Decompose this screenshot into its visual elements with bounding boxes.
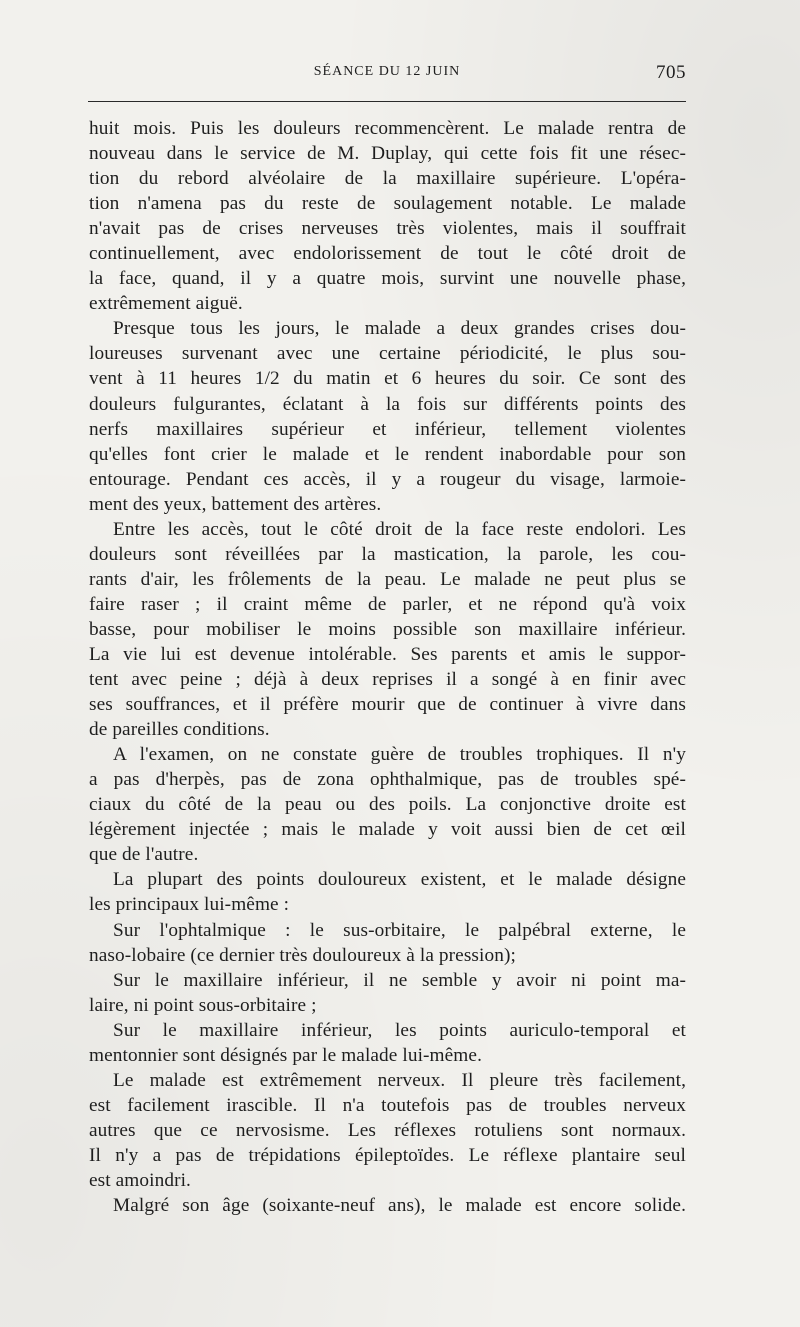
text-line: ment des yeux, battement des artères. [89, 493, 382, 515]
text-line: tion n'amena pas du reste de soulagement notable. Le malade [89, 193, 686, 215]
text-line: légèrement injectée ; mais le malade y voit aussi bien de cet œil [89, 819, 686, 841]
text-line: Le malade est extrêmement nerveux. Il pleure très facilement, [113, 1069, 686, 1091]
text-line: faire raser ; il craint même de parler, et ne répond qu'à voix [89, 593, 686, 615]
body-text [89, 116, 686, 1218]
text-line: les principaux lui-même : [89, 894, 290, 916]
text-line: tent avec peine ; déjà à deux reprises il a songé à en finir avec [89, 669, 686, 691]
text-line: nerfs maxillaires supérieur et inférieur, tellement violentes [89, 418, 686, 440]
text-line: La vie lui est devenue intolérable. Ses parents et amis le suppor- [89, 643, 686, 665]
text-line: nouveau dans le service de M. Duplay, qui cette fois fit une résec- [89, 143, 686, 165]
text-line: Il n'y a pas de trépidations épileptoïdes. Le réflexe plantaire seul [89, 1144, 686, 1166]
page-number: 705 [656, 62, 686, 83]
page-header [88, 62, 686, 86]
text-line: tion du rebord alvéolaire de la maxillaire supérieure. L'opéra- [89, 168, 686, 190]
text-line: qu'elles font crier le malade et le rendent inabordable pour son [89, 443, 686, 465]
text-line: extrêmement aiguë. [89, 293, 243, 315]
text-line: est amoindri. [89, 1169, 191, 1191]
text-line: mentonnier sont désignés par le malade lui-même. [89, 1044, 482, 1066]
text-line: A l'examen, on ne constate guère de troubles trophiques. Il n'y [113, 744, 686, 766]
text-line: Sur l'ophtalmique : le sus-orbitaire, le palpébral externe, le [113, 919, 686, 941]
text-line: autres que ce nervosisme. Les réflexes rotuliens sont normaux. [89, 1119, 686, 1141]
text-line: Sur le maxillaire inférieur, les points auriculo-temporal et [113, 1019, 686, 1041]
text-line: douleurs sont réveillées par la mastication, la parole, les cou- [89, 543, 686, 565]
text-line: La plupart des points douloureux existent, et le malade désigne [113, 869, 686, 891]
text-line: n'avait pas de crises nerveuses très violentes, mais il souffrait [89, 218, 686, 240]
text-line: Entre les accès, tout le côté droit de la face reste endolori. Les [113, 518, 686, 540]
running-title: SÉANCE DU 12 JUIN [313, 64, 461, 79]
text-line: la face, quand, il y a quatre mois, survint une nouvelle phase, [89, 268, 686, 290]
text-line: huit mois. Puis les douleurs recommencèrent. Le malade rentra de [89, 118, 686, 139]
text-line: basse, pour mobiliser le moins possible son maxillaire inférieur. [89, 618, 686, 640]
text-line: rants d'air, les frôlements de la peau. Le malade ne peut plus se [89, 568, 686, 590]
text-line: est facilement irascible. Il n'a toutefois pas de troubles nerveux [89, 1094, 686, 1116]
text-line: loureuses survenant avec une certaine périodicité, le plus sou- [89, 343, 686, 365]
header-rule [88, 101, 686, 102]
text-line: a pas d'herpès, pas de zona ophthalmique, pas de troubles spé- [89, 769, 686, 791]
text-line: Presque tous les jours, le malade a deux grandes crises dou- [113, 318, 686, 340]
text-line: naso-lobaire (ce dernier très douloureux à la pression); [89, 944, 516, 966]
text-line: Malgré son âge (soixante-neuf ans), le malade est encore solide. [113, 1195, 686, 1217]
text-line: douleurs fulgurantes, éclatant à la fois sur différents points des [89, 393, 686, 415]
text-line: Sur le maxillaire inférieur, il ne semble y avoir ni point ma- [113, 969, 686, 991]
text-line: continuellement, avec endolorissement de tout le côté droit de [89, 243, 686, 265]
text-line: entourage. Pendant ces accès, il y a rougeur du visage, larmoie- [89, 468, 686, 490]
text-line: que de l'autre. [89, 844, 199, 866]
text-line: ciaux du côté de la peau ou des poils. La conjonctive droite est [89, 794, 686, 816]
text-line: ses souffrances, et il préfère mourir que de continuer à vivre dans [89, 694, 686, 716]
text-line: vent à 11 heures 1/2 du matin et 6 heures du soir. Ce sont des [89, 368, 686, 390]
text-line: laire, ni point sous-orbitaire ; [89, 994, 317, 1016]
text-line: de pareilles conditions. [89, 719, 270, 741]
